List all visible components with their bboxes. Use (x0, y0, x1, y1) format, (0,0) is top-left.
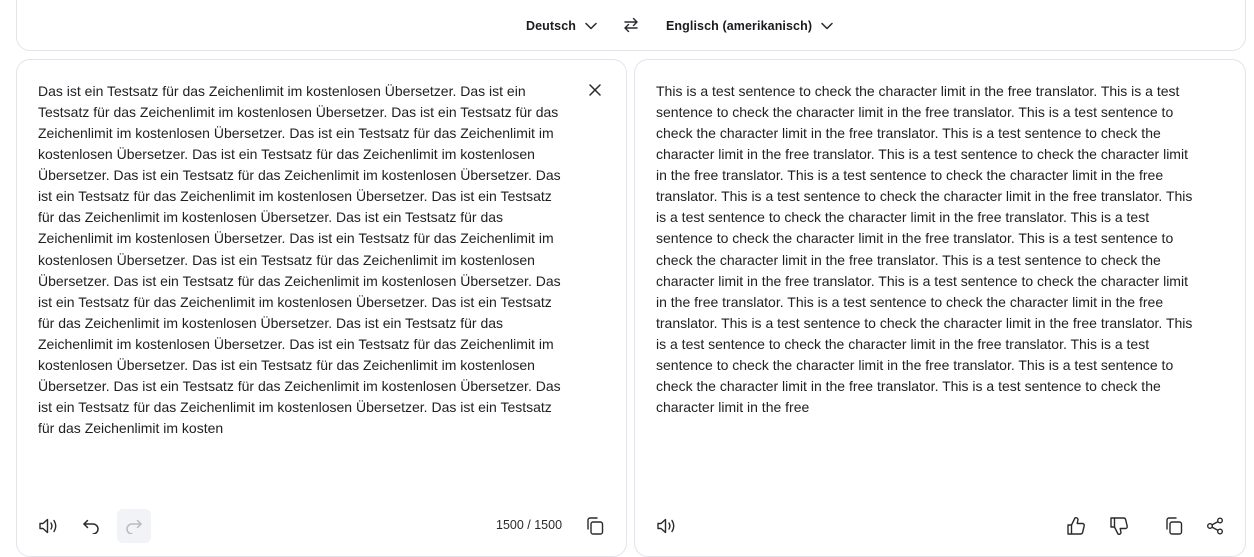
listen-source-button[interactable] (32, 509, 66, 543)
copy-icon (585, 516, 605, 536)
undo-button[interactable] (74, 509, 108, 543)
speaker-icon (656, 517, 678, 535)
clear-text-button[interactable] (586, 81, 604, 99)
target-language-selector[interactable] (666, 0, 833, 51)
share-translation-button[interactable] (1198, 509, 1232, 543)
thumbs-down-icon (1109, 516, 1129, 536)
undo-icon (81, 518, 101, 534)
source-language-label: Deutsch (526, 18, 577, 33)
swap-arrows-icon (623, 17, 639, 33)
chevron-down-icon (585, 22, 597, 30)
source-language-selector[interactable] (526, 0, 597, 51)
target-language-label: Englisch (amerikanisch) (666, 18, 813, 33)
thumbs-up-icon (1066, 516, 1086, 536)
close-icon (589, 84, 601, 96)
copy-translation-button[interactable] (1157, 509, 1191, 543)
source-text-input[interactable]: Das ist ein Testsatz für das Zeichenlimit im kostenlosen Übersetzer. Das ist ein Testsatz für das Zeichenlimit im kostenlosen Übersetzer. Das ist ein Testsatz für das Zeichenlimit im kostenlosen Übersetzer. Das ist ein Testsatz für das Zeichenlimit im kostenlosen Übersetzer. Das ist ein Testsatz für das Zeichenlimit im kostenlosen Übersetzer. Das ist ein Testsatz für das Zeichenlimit im kostenlosen Übersetzer. Das ist ein Testsatz für das Zeichenlimit im kostenlosen Übersetzer. Das ist ein Testsatz für das Zeichenlimit im kostenlosen Übersetzer. Das ist ein Testsatz für das Zeichenlimit im kostenlosen Übersetzer. Das ist ein Testsatz für das Zeichenlimit im kostenlosen Übersetzer. Das ist ein Testsatz für das Zeichenlimit im kostenlosen Übersetzer. Das ist ein Testsatz für das Zeichenlimit im kostenlosen Übersetzer. Das ist ein Testsatz für das Zeichenlimit im kostenlosen Übersetzer. Das ist ein Testsatz für das Zeichenlimit im kostenlosen Übersetzer. Das ist ein Testsatz für das Zeichenlimit im kostenlosen Übersetzer. Das ist ein Testsatz für das Zeichenlimit im kostenlosen Übersetzer. Das ist ein Testsatz für das Zeichenlimit im kostenlosen Übersetzer. Das ist ein Testsatz für das Zeichenlimit im kostenlosen Übersetzer. Das ist ein Testsatz für das Zeichenlimit im kostenlosen Übersetzer. Das ist ein Testsatz für das Zeichenlimit im kosten (38, 83, 561, 436)
language-bar (16, 0, 1246, 51)
like-translation-button[interactable] (1059, 509, 1093, 543)
character-counter: 1500 / 1500 (496, 518, 563, 532)
redo-button[interactable] (117, 509, 151, 543)
redo-icon (124, 518, 144, 534)
copy-source-button[interactable] (578, 509, 612, 543)
dislike-translation-button[interactable] (1102, 509, 1136, 543)
copy-icon (1164, 516, 1184, 536)
listen-translation-button[interactable] (650, 509, 684, 543)
chevron-down-icon (821, 22, 833, 30)
translated-text: This is a test sentence to check the character limit in the free translator. This is a test sentence to check the character limit in the free translator. This is a test sentence to check the character limit in the free translator. This is a test sentence to check the character limit in the free translator. This is a test sentence to check the character limit in the free translator. This is a test sentence to check the character limit in the free translator. This is a test sentence to check the character limit in the free translator. This is a test sentence to check the character limit in the free translator. This is a test sentence to check the character limit in the free translator. This is a test sentence to check the character limit in the free translator. This is a test sentence to check the character limit in the free translator. This is a test sentence to check the character limit in the free translator. This is a test sentence to check the character limit in the free translator. This is a test sentence to check the character limit in the free translator. This is a test sentence to check the character limit in the free translator. This is a test sentence to check the character limit in the free translator. This is a test sentence to check the character limit in the free translator. This is a test sentence to check the character limit in the free (656, 83, 1193, 415)
share-icon (1206, 517, 1224, 535)
speaker-icon (38, 517, 60, 535)
swap-languages-button[interactable] (617, 13, 645, 37)
source-panel (16, 59, 627, 557)
target-panel (634, 59, 1246, 557)
